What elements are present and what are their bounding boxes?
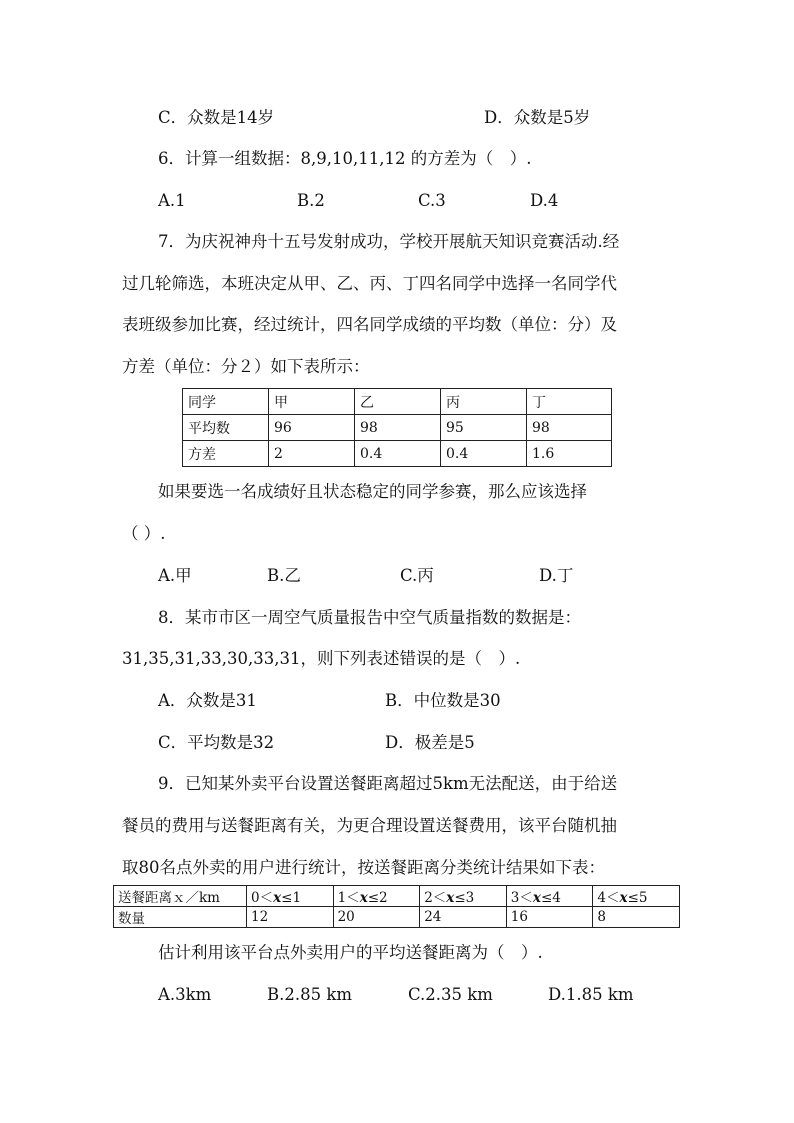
table-header-label: 送餐距离ｘ／km	[114, 886, 247, 907]
q6-option-c: C.3	[418, 191, 446, 210]
q9-line-3: 取80名点外卖的用户进行统计，按送餐距离分类统计结果如下表：	[122, 858, 605, 877]
table-cell: 8	[593, 907, 680, 928]
q7-line-2: 过几轮筛选，本班决定从甲、乙、丙、丁四名同学中选择一名同学代	[122, 274, 617, 293]
q7-option-a: A.甲	[158, 566, 192, 585]
q8-option-d: D．极差是5	[385, 733, 475, 752]
q7-option-c: C.丙	[400, 566, 434, 585]
table-cell: 24	[420, 907, 507, 928]
q9-after: 估计利用该平台点外卖用户的平均送餐距离为（ ）.	[158, 943, 543, 962]
table-cell: 98	[527, 415, 612, 441]
table-row	[114, 907, 680, 928]
q6-option-a: A.1	[158, 191, 186, 210]
q6-stem: 6．计算一组数据：8,9,10,11,12 的方差为（ ）.	[158, 149, 532, 168]
table-cell: 95	[441, 415, 527, 441]
q8-option-b: B．中位数是30	[385, 691, 501, 710]
q6-option-d: D.4	[530, 191, 559, 210]
interval-cell: 2＜x≤3	[420, 886, 507, 907]
table-cell: 同学	[183, 389, 269, 415]
q6-option-b: B.2	[297, 191, 325, 210]
q8-line-1: 8．某市市区一周空气质量报告中空气质量指数的数据是：	[158, 608, 581, 627]
interval-cell: 0＜x≤1	[247, 886, 334, 907]
interval-cell: 1＜x≤2	[333, 886, 420, 907]
q7-line-1: 7．为庆祝神舟十五号发射成功，学校开展航天知识竞赛活动.经	[158, 232, 620, 251]
table-cell: 98	[355, 415, 441, 441]
q7-after-line-2: （ ）.	[122, 524, 166, 543]
q7-line-4: 方差（单位：分２）如下表所示：	[122, 357, 370, 376]
interval-cell: 4＜x≤5	[593, 886, 680, 907]
q8-line-2: 31,35,31,33,30,33,31，则下列表述错误的是（ ）.	[122, 649, 521, 668]
table-cell: 16	[506, 907, 593, 928]
table-cell: 0.4	[355, 441, 441, 467]
table-count-label: 数量	[114, 907, 247, 928]
table-cell: 2	[269, 441, 355, 467]
q9-option-a: A.3km	[158, 985, 212, 1004]
table-cell: 丙	[441, 389, 527, 415]
q7-score-table	[182, 388, 612, 467]
q5-option-d: D．众数是5岁	[484, 108, 591, 127]
table-row	[183, 441, 612, 467]
table-cell: 平均数	[183, 415, 269, 441]
q8-option-c: C．平均数是32	[158, 733, 275, 752]
q9-line-2: 餐员的费用与送餐距离有关，为更合理设置送餐费用，该平台随机抽	[122, 816, 617, 835]
q9-option-d: D.1.85 km	[548, 985, 634, 1004]
q9-line-1: 9．已知某外卖平台设置送餐距离超过5km无法配送，由于给送	[158, 774, 618, 793]
table-cell: 方差	[183, 441, 269, 467]
q8-option-a: A．众数是31	[158, 691, 257, 710]
table-cell: 丁	[527, 389, 612, 415]
table-cell: 甲	[269, 389, 355, 415]
q5-option-c: C．众数是14岁	[158, 108, 275, 127]
table-cell: 0.4	[441, 441, 527, 467]
table-row	[183, 389, 612, 415]
interval-cell: 3＜x≤4	[506, 886, 593, 907]
table-cell: 乙	[355, 389, 441, 415]
table-cell: 12	[247, 907, 334, 928]
q9-option-c: C.2.35 km	[408, 985, 493, 1004]
table-cell: 96	[269, 415, 355, 441]
q9-distance-table	[113, 885, 680, 928]
q7-option-d: D.丁	[539, 566, 574, 585]
table-row	[183, 415, 612, 441]
q7-option-b: B.乙	[267, 566, 301, 585]
table-cell: 20	[333, 907, 420, 928]
table-cell: 1.6	[527, 441, 612, 467]
q7-after-line-1: 如果要选一名成绩好且状态稳定的同学参赛，那么应该选择	[158, 482, 587, 501]
q9-option-b: B.2.85 km	[267, 985, 352, 1004]
q7-line-3: 表班级参加比赛，经过统计，四名同学成绩的平均数（单位：分）及	[122, 315, 617, 334]
table-row	[114, 886, 680, 907]
